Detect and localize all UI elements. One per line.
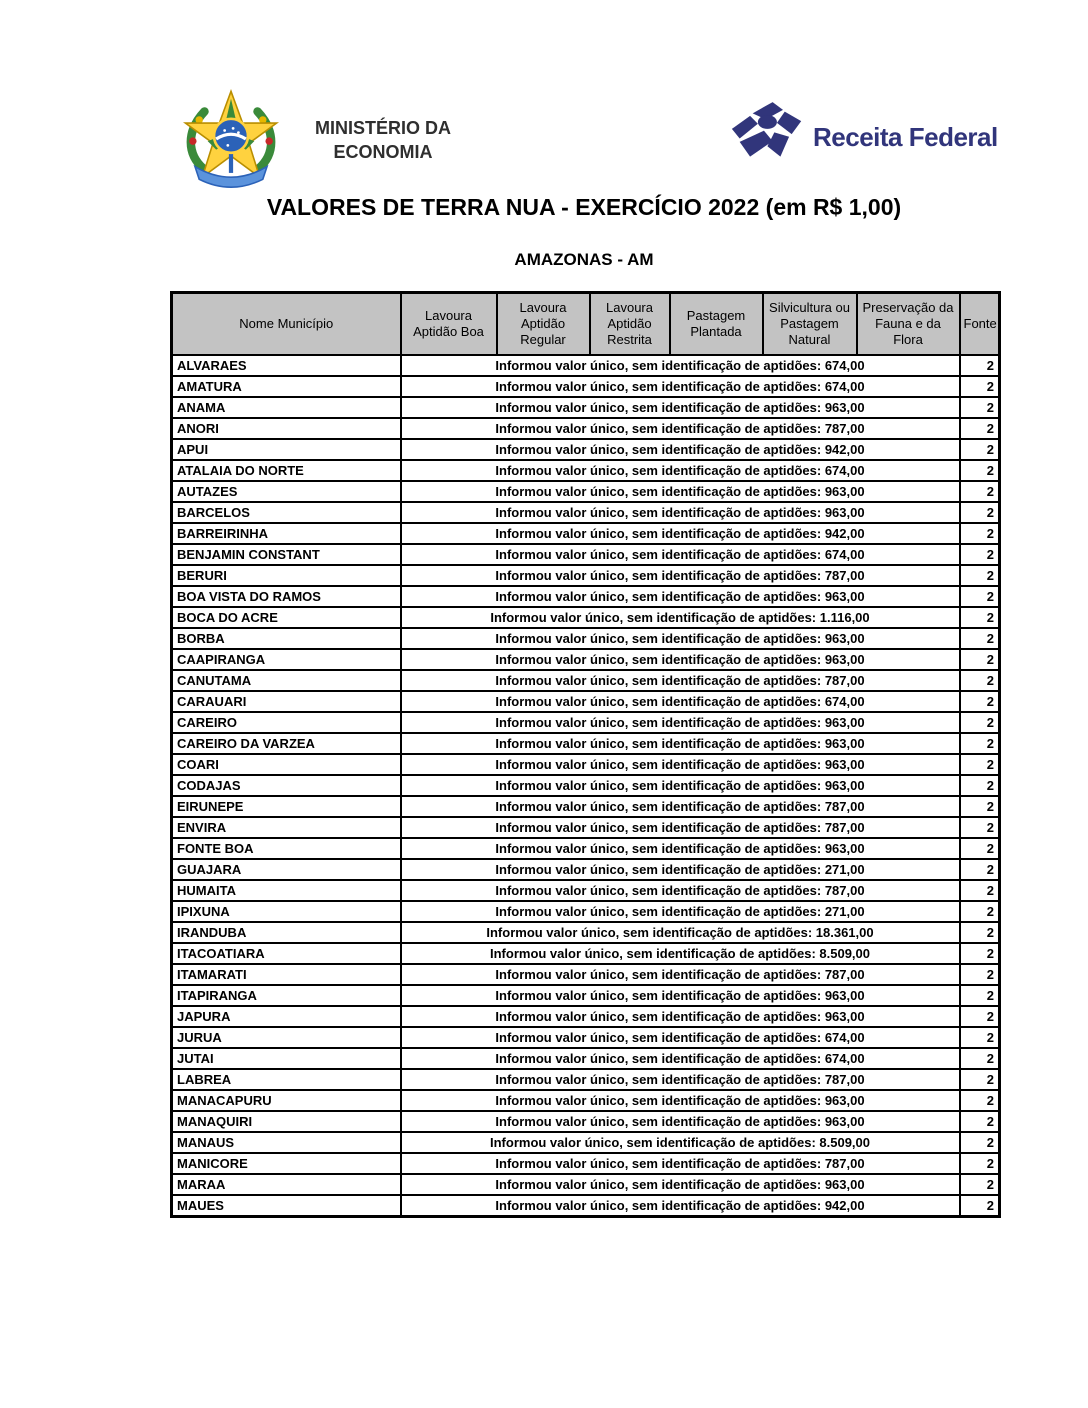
value-info-cell: Informou valor único, sem identificação de aptidões: 674,00: [401, 1048, 960, 1069]
value-info-cell: Informou valor único, sem identificação de aptidões: 963,00: [401, 586, 960, 607]
col-header-lavoura-restrita: Lavoura Aptidão Restrita: [590, 293, 670, 356]
fonte-cell: 2: [960, 649, 1000, 670]
municipality-cell: MARAA: [172, 1174, 401, 1195]
municipality-cell: JUTAI: [172, 1048, 401, 1069]
table-row: [172, 1069, 1000, 1090]
value-info-cell: Informou valor único, sem identificação de aptidões: 963,00: [401, 1090, 960, 1111]
municipality-cell: ANORI: [172, 418, 401, 439]
value-info-cell: Informou valor único, sem identificação de aptidões: 963,00: [401, 754, 960, 775]
value-info-cell: Informou valor único, sem identificação de aptidões: 271,00: [401, 901, 960, 922]
table-row: [172, 544, 1000, 565]
value-info-cell: Informou valor único, sem identificação de aptidões: 963,00: [401, 985, 960, 1006]
value-info-cell: Informou valor único, sem identificação de aptidões: 787,00: [401, 880, 960, 901]
table-row: [172, 817, 1000, 838]
fonte-cell: 2: [960, 544, 1000, 565]
value-info-cell: Informou valor único, sem identificação de aptidões: 963,00: [401, 733, 960, 754]
fonte-cell: 2: [960, 607, 1000, 628]
municipality-cell: CAREIRO DA VARZEA: [172, 733, 401, 754]
municipality-cell: MANICORE: [172, 1153, 401, 1174]
table-row: [172, 1195, 1000, 1217]
value-info-cell: Informou valor único, sem identificação de aptidões: 963,00: [401, 1174, 960, 1195]
municipality-cell: CAREIRO: [172, 712, 401, 733]
table-body: [172, 355, 1000, 1217]
col-header-lavoura-boa: Lavoura Aptidão Boa: [401, 293, 497, 356]
value-info-cell: Informou valor único, sem identificação de aptidões: 787,00: [401, 565, 960, 586]
table-row: [172, 1153, 1000, 1174]
table-row: [172, 523, 1000, 544]
fonte-cell: 2: [960, 502, 1000, 523]
table-header-row: [172, 293, 1000, 356]
table-row: [172, 985, 1000, 1006]
municipality-cell: FONTE BOA: [172, 838, 401, 859]
table-row: [172, 964, 1000, 985]
municipality-cell: MAUES: [172, 1195, 401, 1217]
table-row: [172, 586, 1000, 607]
table-row: [172, 376, 1000, 397]
fonte-cell: 2: [960, 1069, 1000, 1090]
value-info-cell: Informou valor único, sem identificação de aptidões: 963,00: [401, 502, 960, 523]
receita-federal-label: Receita Federal: [813, 122, 998, 152]
municipality-cell: BOCA DO ACRE: [172, 607, 401, 628]
value-info-cell: Informou valor único, sem identificação de aptidões: 674,00: [401, 355, 960, 376]
fonte-cell: 2: [960, 355, 1000, 376]
col-header-fonte: Fonte: [960, 293, 1000, 356]
fonte-cell: 2: [960, 1195, 1000, 1217]
table-row: [172, 859, 1000, 880]
fonte-cell: 2: [960, 754, 1000, 775]
fonte-cell: 2: [960, 901, 1000, 922]
brazil-coat-of-arms-icon: [178, 86, 284, 192]
value-info-cell: Informou valor único, sem identificação de aptidões: 963,00: [401, 775, 960, 796]
ministry-name-line2: ECONOMIA: [333, 142, 433, 162]
value-info-cell: Informou valor único, sem identificação de aptidões: 963,00: [401, 397, 960, 418]
municipality-cell: CARAUARI: [172, 691, 401, 712]
table-row: [172, 712, 1000, 733]
municipality-cell: IPIXUNA: [172, 901, 401, 922]
value-info-cell: Informou valor único, sem identificação de aptidões: 787,00: [401, 964, 960, 985]
table-row: [172, 418, 1000, 439]
table-row: [172, 733, 1000, 754]
municipality-cell: EIRUNEPE: [172, 796, 401, 817]
municipality-cell: LABREA: [172, 1069, 401, 1090]
municipality-cell: ATALAIA DO NORTE: [172, 460, 401, 481]
value-info-cell: Informou valor único, sem identificação de aptidões: 8.509,00: [401, 943, 960, 964]
fonte-cell: 2: [960, 670, 1000, 691]
value-info-cell: Informou valor único, sem identificação de aptidões: 674,00: [401, 460, 960, 481]
table-header: [172, 293, 1000, 356]
table-row: [172, 901, 1000, 922]
municipality-cell: HUMAITA: [172, 880, 401, 901]
fonte-cell: 2: [960, 796, 1000, 817]
fonte-cell: 2: [960, 838, 1000, 859]
municipality-cell: GUAJARA: [172, 859, 401, 880]
fonte-cell: 2: [960, 397, 1000, 418]
municipality-cell: ITACOATIARA: [172, 943, 401, 964]
municipality-cell: BARCELOS: [172, 502, 401, 523]
value-info-cell: Informou valor único, sem identificação de aptidões: 787,00: [401, 1069, 960, 1090]
municipality-cell: CANUTAMA: [172, 670, 401, 691]
value-info-cell: Informou valor único, sem identificação de aptidões: 963,00: [401, 1006, 960, 1027]
value-info-cell: Informou valor único, sem identificação de aptidões: 942,00: [401, 1195, 960, 1217]
municipality-cell: IRANDUBA: [172, 922, 401, 943]
fonte-cell: 2: [960, 1048, 1000, 1069]
fonte-cell: 2: [960, 1006, 1000, 1027]
table-row: [172, 1132, 1000, 1153]
municipality-cell: BARREIRINHA: [172, 523, 401, 544]
table-row: [172, 754, 1000, 775]
fonte-cell: 2: [960, 523, 1000, 544]
fonte-cell: 2: [960, 418, 1000, 439]
table-row: [172, 397, 1000, 418]
municipality-cell: JURUA: [172, 1027, 401, 1048]
municipality-cell: MANAUS: [172, 1132, 401, 1153]
value-info-cell: Informou valor único, sem identificação de aptidões: 787,00: [401, 418, 960, 439]
value-info-cell: Informou valor único, sem identificação de aptidões: 674,00: [401, 544, 960, 565]
fonte-cell: 2: [960, 481, 1000, 502]
fonte-cell: 2: [960, 628, 1000, 649]
value-info-cell: Informou valor único, sem identificação de aptidões: 271,00: [401, 859, 960, 880]
table-row: [172, 943, 1000, 964]
municipality-cell: BENJAMIN CONSTANT: [172, 544, 401, 565]
table-row: [172, 880, 1000, 901]
col-header-pastagem-plantada: Pastagem Plantada: [670, 293, 763, 356]
value-info-cell: Informou valor único, sem identificação de aptidões: 787,00: [401, 1153, 960, 1174]
fonte-cell: 2: [960, 439, 1000, 460]
ministry-name-line1: MINISTÉRIO DA: [314, 118, 451, 138]
value-info-cell: Informou valor único, sem identificação de aptidões: 787,00: [401, 817, 960, 838]
municipality-cell: COARI: [172, 754, 401, 775]
fonte-cell: 2: [960, 1174, 1000, 1195]
table-row: [172, 565, 1000, 586]
municipality-cell: JAPURA: [172, 1006, 401, 1027]
municipality-cell: ALVARAES: [172, 355, 401, 376]
table-row: [172, 1027, 1000, 1048]
col-header-silvicultura: Silvicultura ou Pastagem Natural: [763, 293, 857, 356]
municipality-cell: AUTAZES: [172, 481, 401, 502]
value-info-cell: Informou valor único, sem identificação de aptidões: 8.509,00: [401, 1132, 960, 1153]
page-title: VALORES DE TERRA NUA - EXERCÍCIO 2022 (em R$ 1,00): [266, 194, 902, 220]
table-row: [172, 355, 1000, 376]
fonte-cell: 2: [960, 1132, 1000, 1153]
fonte-cell: 2: [960, 712, 1000, 733]
value-info-cell: Informou valor único, sem identificação de aptidões: 963,00: [401, 628, 960, 649]
value-info-cell: Informou valor único, sem identificação de aptidões: 787,00: [401, 670, 960, 691]
table-row: [172, 670, 1000, 691]
value-info-cell: Informou valor único, sem identificação de aptidões: 674,00: [401, 691, 960, 712]
fonte-cell: 2: [960, 733, 1000, 754]
fonte-cell: 2: [960, 460, 1000, 481]
municipality-cell: ANAMA: [172, 397, 401, 418]
value-info-cell: Informou valor único, sem identificação de aptidões: 963,00: [401, 649, 960, 670]
fonte-cell: 2: [960, 775, 1000, 796]
municipality-cell: ITAPIRANGA: [172, 985, 401, 1006]
table-row: [172, 649, 1000, 670]
table-row: [172, 628, 1000, 649]
municipality-cell: APUI: [172, 439, 401, 460]
table-row: [172, 460, 1000, 481]
col-header-lavoura-regular: Lavoura Aptidão Regular: [497, 293, 590, 356]
municipality-cell: ITAMARATI: [172, 964, 401, 985]
fonte-cell: 2: [960, 376, 1000, 397]
fonte-cell: 2: [960, 964, 1000, 985]
table-row: [172, 439, 1000, 460]
table-row: [172, 1174, 1000, 1195]
municipality-cell: AMATURA: [172, 376, 401, 397]
value-info-cell: Informou valor único, sem identificação de aptidões: 942,00: [401, 523, 960, 544]
value-info-cell: Informou valor único, sem identificação de aptidões: 963,00: [401, 1111, 960, 1132]
col-header-nome-municipio: Nome Município: [172, 293, 401, 356]
ministry-name: [288, 116, 478, 164]
fonte-cell: 2: [960, 817, 1000, 838]
municipality-cell: MANACAPURU: [172, 1090, 401, 1111]
table-row: [172, 922, 1000, 943]
value-info-cell: Informou valor único, sem identificação de aptidões: 963,00: [401, 481, 960, 502]
value-info-cell: Informou valor único, sem identificação de aptidões: 942,00: [401, 439, 960, 460]
municipality-cell: BORBA: [172, 628, 401, 649]
fonte-cell: 2: [960, 691, 1000, 712]
fonte-cell: 2: [960, 1111, 1000, 1132]
municipality-cell: BOA VISTA DO RAMOS: [172, 586, 401, 607]
table-row: [172, 691, 1000, 712]
fonte-cell: 2: [960, 922, 1000, 943]
fonte-cell: 2: [960, 880, 1000, 901]
fonte-cell: 2: [960, 565, 1000, 586]
table-row: [172, 607, 1000, 628]
value-info-cell: Informou valor único, sem identificação de aptidões: 787,00: [401, 796, 960, 817]
land-values-table: [170, 291, 1001, 1218]
value-info-cell: Informou valor único, sem identificação de aptidões: 674,00: [401, 1027, 960, 1048]
municipality-cell: MANAQUIRI: [172, 1111, 401, 1132]
fonte-cell: 2: [960, 943, 1000, 964]
table-row: [172, 796, 1000, 817]
value-info-cell: Informou valor único, sem identificação de aptidões: 963,00: [401, 712, 960, 733]
col-header-preservacao: Preservação da Fauna e da Flora: [857, 293, 960, 356]
municipality-cell: ENVIRA: [172, 817, 401, 838]
table-row: [172, 1111, 1000, 1132]
table-row: [172, 502, 1000, 523]
fonte-cell: 2: [960, 985, 1000, 1006]
table-row: [172, 838, 1000, 859]
fonte-cell: 2: [960, 1090, 1000, 1111]
table-row: [172, 1006, 1000, 1027]
value-info-cell: Informou valor único, sem identificação de aptidões: 963,00: [401, 838, 960, 859]
table-row: [172, 1048, 1000, 1069]
value-info-cell: Informou valor único, sem identificação de aptidões: 1.116,00: [401, 607, 960, 628]
fonte-cell: 2: [960, 1027, 1000, 1048]
receita-federal-icon: [726, 96, 814, 174]
fonte-cell: 2: [960, 586, 1000, 607]
table-row: [172, 775, 1000, 796]
municipality-cell: CAAPIRANGA: [172, 649, 401, 670]
page-subtitle: AMAZONAS - AM: [514, 250, 654, 269]
table-row: [172, 1090, 1000, 1111]
municipality-cell: CODAJAS: [172, 775, 401, 796]
municipality-cell: BERURI: [172, 565, 401, 586]
fonte-cell: 2: [960, 1153, 1000, 1174]
value-info-cell: Informou valor único, sem identificação de aptidões: 674,00: [401, 376, 960, 397]
fonte-cell: 2: [960, 859, 1000, 880]
value-info-cell: Informou valor único, sem identificação de aptidões: 18.361,00: [401, 922, 960, 943]
table-row: [172, 481, 1000, 502]
